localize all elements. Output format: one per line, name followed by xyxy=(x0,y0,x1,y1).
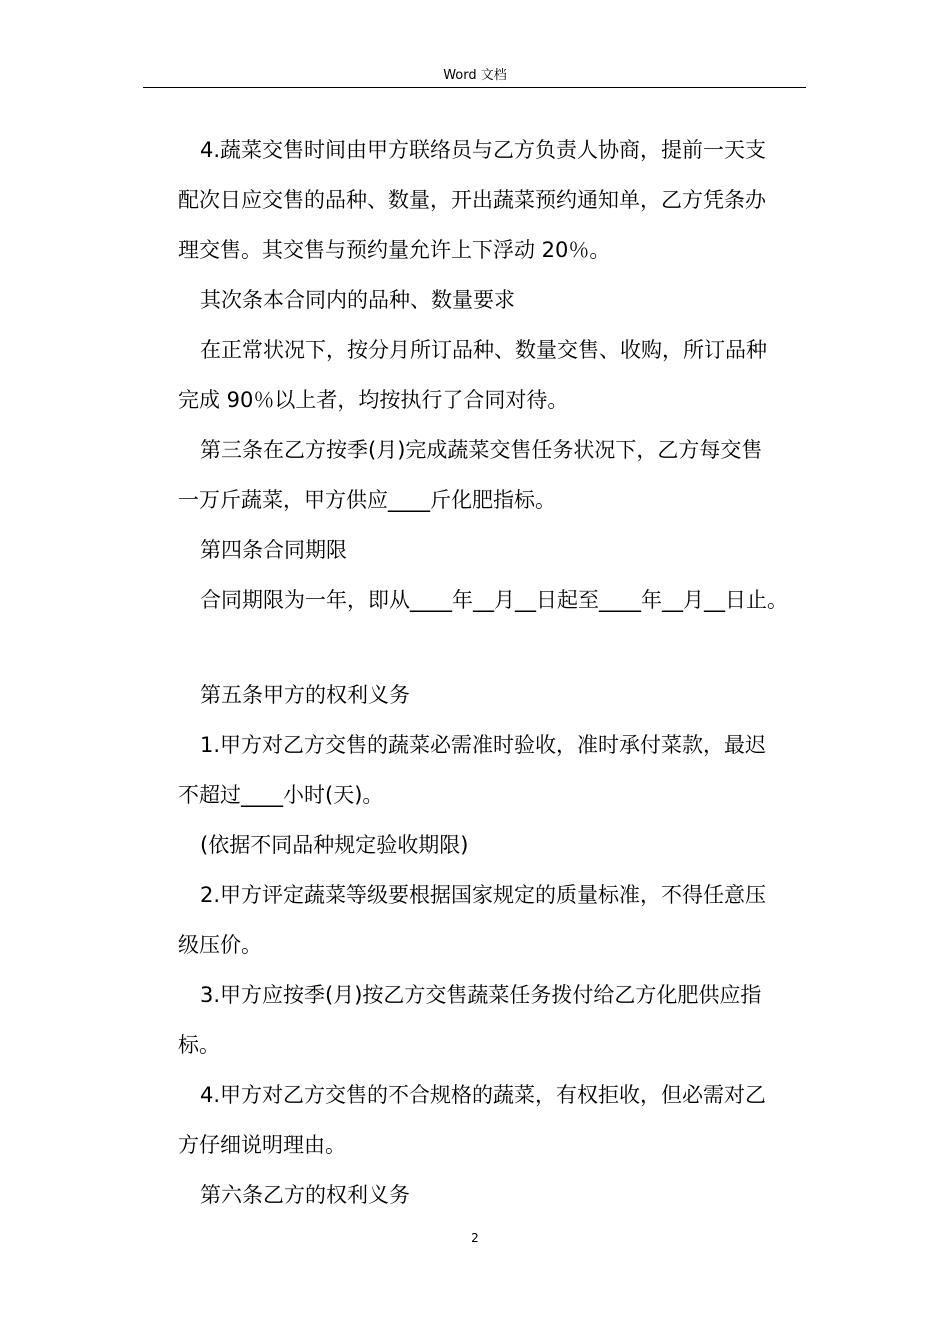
paragraph-line: 方仔细说明理由。 xyxy=(178,1133,346,1157)
paragraph-line: 级压价。 xyxy=(178,933,262,957)
page-number: 2 xyxy=(471,1231,479,1245)
section-heading: 其次条本合同内的品种、数量要求 xyxy=(200,288,515,312)
header-title: Word 文档 xyxy=(443,68,507,83)
section-heading: 第六条乙方的权利义务 xyxy=(200,1183,410,1207)
paragraph-line: 一万斤蔬菜，甲方供应____斤化肥指标。 xyxy=(178,488,556,512)
paragraph-line: 3.甲方应按季(月)按乙方交售蔬菜任务拨付给乙方化肥供应指 xyxy=(200,983,762,1007)
paragraph-line: 配次日应交售的品种、数量，开出蔬菜预约通知单，乙方凭条办 xyxy=(178,188,766,212)
section-heading: 第四条合同期限 xyxy=(200,538,347,562)
section-heading: 第五条甲方的权利义务 xyxy=(200,683,410,707)
paragraph-line: 不超过____小时(天)。 xyxy=(178,783,384,807)
paragraph-line: 2.甲方评定蔬菜等级要根据国家规定的质量标准，不得任意压 xyxy=(200,883,767,907)
paragraph-line: 4.蔬菜交售时间由甲方联络员与乙方负责人协商，提前一天支 xyxy=(200,138,767,162)
header-divider xyxy=(143,87,806,88)
paragraph-line: (依据不同品种规定验收期限) xyxy=(200,833,469,857)
paragraph-line: 1.甲方对乙方交售的蔬菜必需准时验收，准时承付菜款，最迟 xyxy=(200,733,767,757)
paragraph-line: 标。 xyxy=(178,1033,220,1057)
paragraph-line: 4.甲方对乙方交售的不合规格的蔬菜，有权拒收，但必需对乙 xyxy=(200,1083,767,1107)
paragraph-line: 合同期限为一年，即从____年__月__日起至____年__月__日止。 xyxy=(200,588,788,612)
paragraph-line: 完成 90％以上者，均按执行了合同对待。 xyxy=(178,388,569,412)
paragraph-line: 理交售。其交售与预约量允许上下浮动 20％。 xyxy=(178,238,611,262)
paragraph-line: 第三条在乙方按季(月)完成蔬菜交售任务状况下，乙方每交售 xyxy=(200,438,763,462)
paragraph-line: 在正常状况下，按分月所订品种、数量交售、收购，所订品种 xyxy=(200,338,767,362)
